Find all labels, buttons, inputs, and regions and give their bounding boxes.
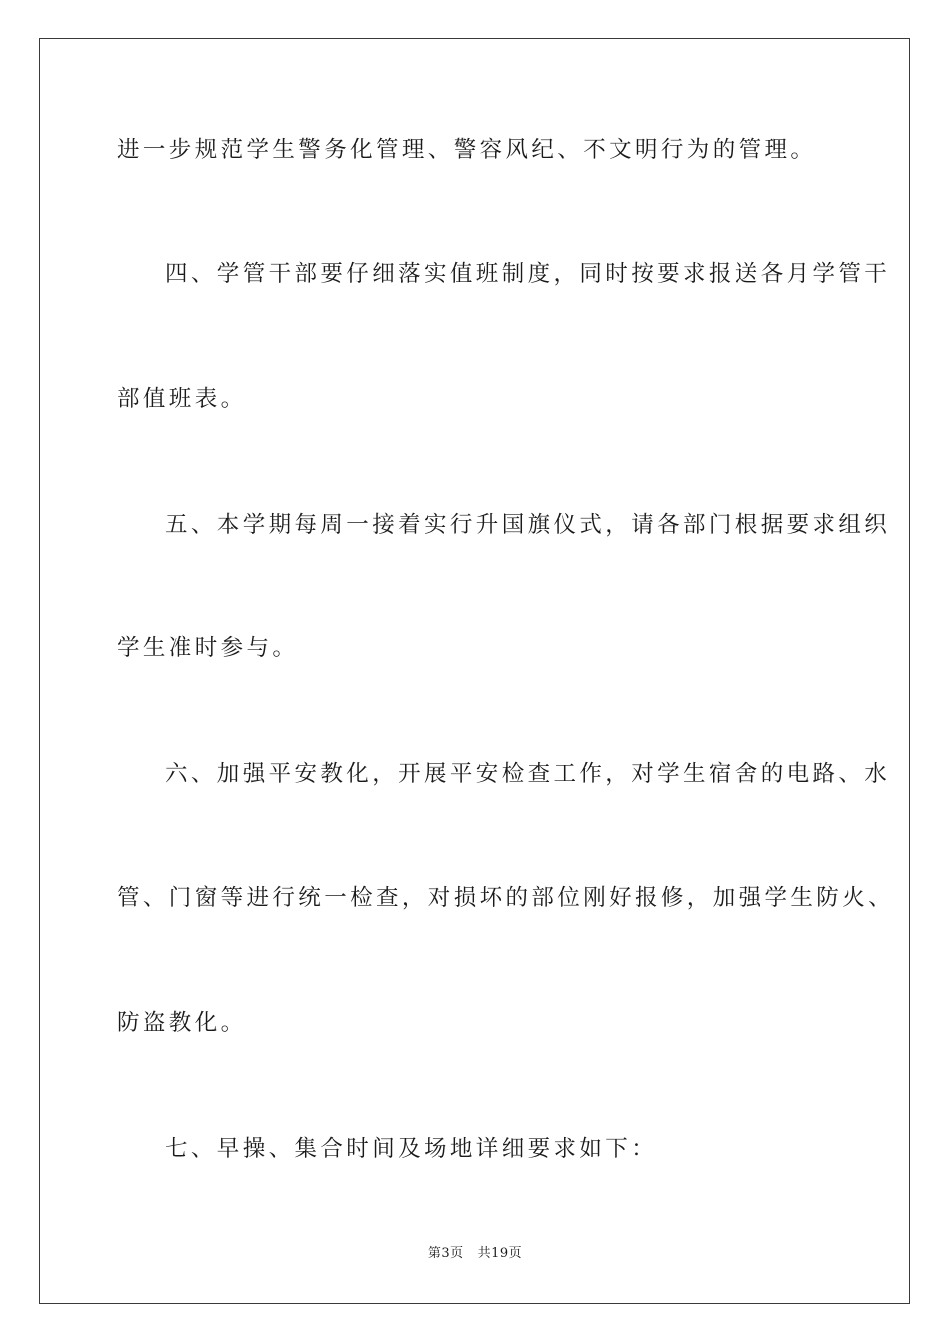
paragraph-line-2: 四、学管干部要仔细落实值班制度，同时按要求报送各月学管干 xyxy=(165,261,891,287)
page-number: 第3页 xyxy=(427,1246,464,1261)
page-footer xyxy=(0,1245,950,1263)
paragraph-line-7: 管、门窗等进行统一检查，对损坏的部位刚好报修，加强学生防火、 xyxy=(117,885,895,911)
page-total: 共19页 xyxy=(477,1246,523,1261)
paragraph-line-6: 六、加强平安教化，开展平安检查工作，对学生宿舍的电路、水 xyxy=(165,761,891,787)
paragraph-line-5: 学生准时参与。 xyxy=(117,635,299,661)
page-border xyxy=(39,38,910,1304)
paragraph-line-4: 五、本学期每周一接着实行升国旗仪式，请各部门根据要求组织 xyxy=(165,512,891,538)
paragraph-line-1: 进一步规范学生警务化管理、警容风纪、不文明行为的管理。 xyxy=(117,137,817,163)
paragraph-line-3: 部值班表。 xyxy=(117,386,247,412)
paragraph-line-8: 防盗教化。 xyxy=(117,1010,247,1036)
paragraph-line-9: 七、早操、集合时间及场地详细要求如下： xyxy=(165,1136,658,1162)
